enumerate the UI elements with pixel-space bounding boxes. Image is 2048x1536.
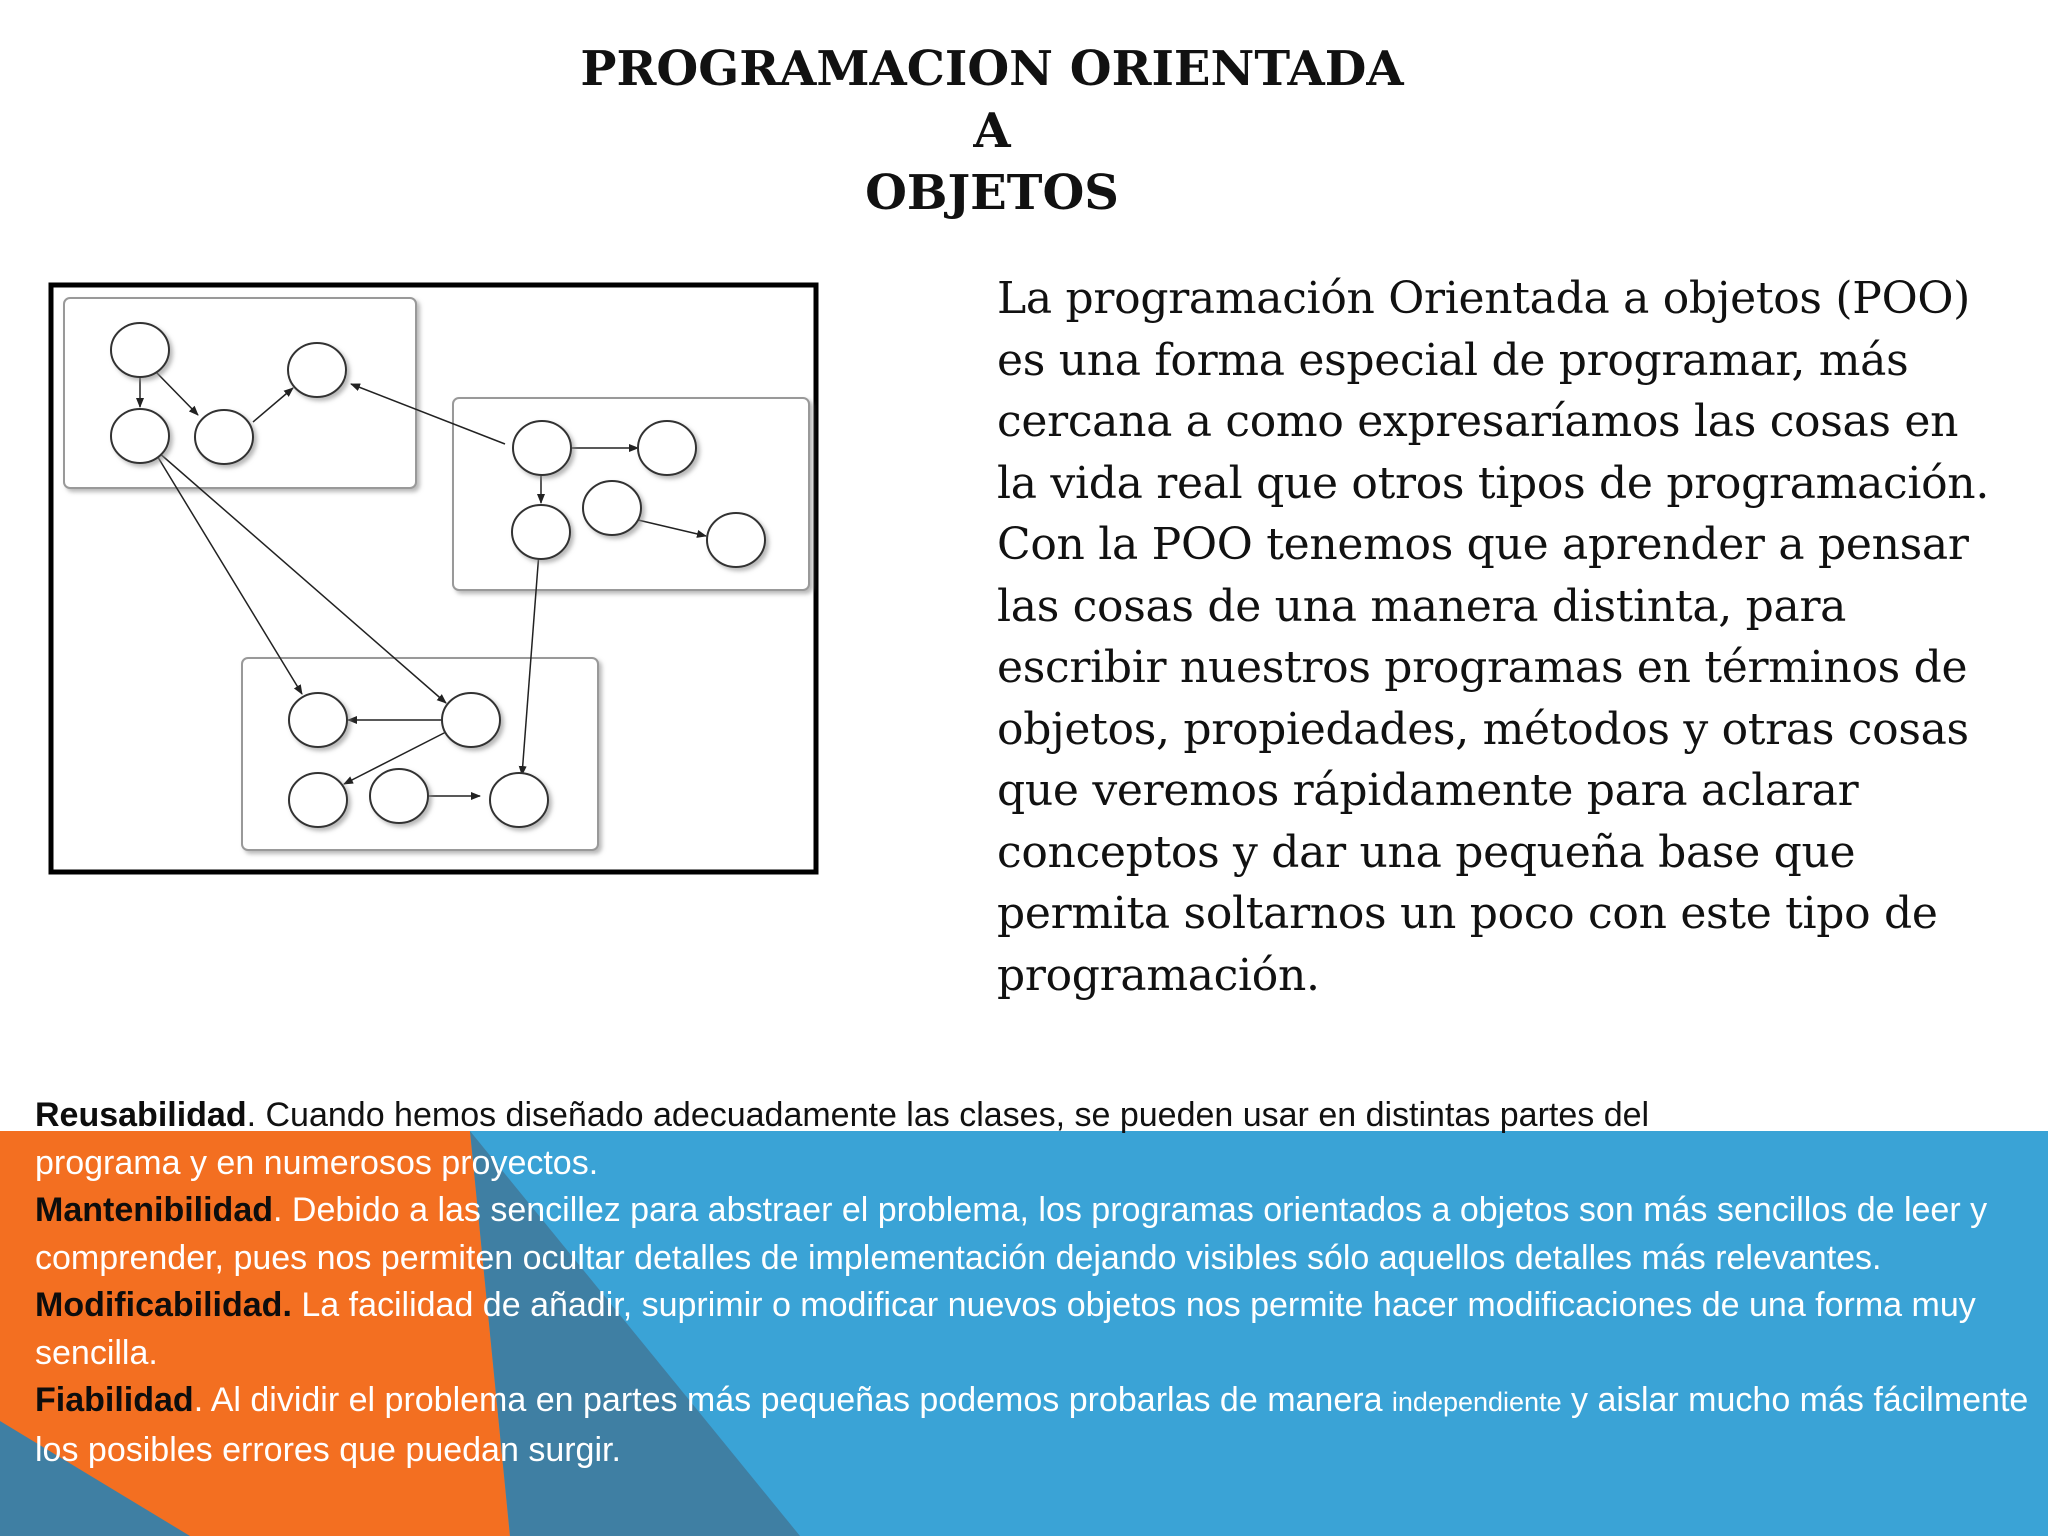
intro-paragraph: La programación Orientada a objetos (POO) es una forma especial de programar, más cercana a como expresaríamos las cosas en la vida real que otros tipos de programación. Con la POO tenemos que aprender a pensar las cosas de una manera distinta, para escribir nuestros programas en términos de objetos, propiedades, métodos y otras cosas que veremos rápidamente para aclarar conceptos y dar una pequeña base que permita soltarnos un poco con este tipo de programación.	[997, 273, 1990, 1001]
benefit-term: Mantenibilidad	[35, 1191, 273, 1229]
object-node	[111, 323, 169, 377]
benefit-description: . Cuando hemos diseñado adecuadamente las clases, se pueden usar en distintas partes del	[246, 1096, 1650, 1134]
object-node	[289, 693, 347, 747]
object-node	[195, 410, 253, 464]
object-node	[288, 343, 346, 397]
benefit-description: . Al dividir el problema en partes más pequeñas podemos probarlas de manera	[193, 1381, 1392, 1419]
benefits-list	[35, 1092, 2035, 1474]
benefit-fiabilidad	[35, 1377, 2035, 1474]
title-line-2: A	[973, 103, 1011, 159]
benefit-mantenibilidad	[35, 1187, 2035, 1282]
benefit-description: La facilidad de añadir, suprimir o modificar nuevos objetos nos permite hacer modificaciones de una forma muy sencilla.	[35, 1286, 1976, 1372]
benefit-description-small: independiente	[1391, 1387, 1562, 1417]
object-diagram	[48, 282, 822, 878]
object-node	[707, 513, 765, 567]
object-node	[442, 693, 500, 747]
benefit-description: . Debido a las sencillez para abstraer el problema, los programas orientados a objetos son más sencillos de leer y comprender, pues nos permiten ocultar detalles de implementación dejando visibles sólo aquellos detalles más relevantes.	[35, 1191, 1988, 1277]
benefit-reusabilidad	[35, 1092, 2035, 1187]
object-node	[638, 421, 696, 475]
object-node	[289, 773, 347, 827]
benefit-term: Fiabilidad	[35, 1381, 194, 1419]
benefit-modificabilidad	[35, 1282, 2035, 1377]
object-node	[583, 481, 641, 535]
object-node	[513, 421, 571, 475]
benefit-description-cont: programa y en numerosos proyectos.	[35, 1143, 599, 1182]
benefit-term: Modificabilidad.	[35, 1286, 292, 1324]
slide-title	[0, 38, 1984, 224]
object-group-box	[242, 658, 598, 850]
benefit-term: Reusabilidad	[35, 1096, 247, 1134]
object-node	[512, 505, 570, 559]
title-line-3: OBJETOS	[865, 165, 1119, 221]
benefit-description-end: y aislar mucho más fácilmente los posibles errores que puedan surgir.	[35, 1381, 2029, 1469]
object-node	[490, 773, 548, 827]
object-node	[111, 409, 169, 463]
object-node	[370, 769, 428, 823]
title-line-1: PROGRAMACION ORIENTADA	[580, 41, 1404, 97]
